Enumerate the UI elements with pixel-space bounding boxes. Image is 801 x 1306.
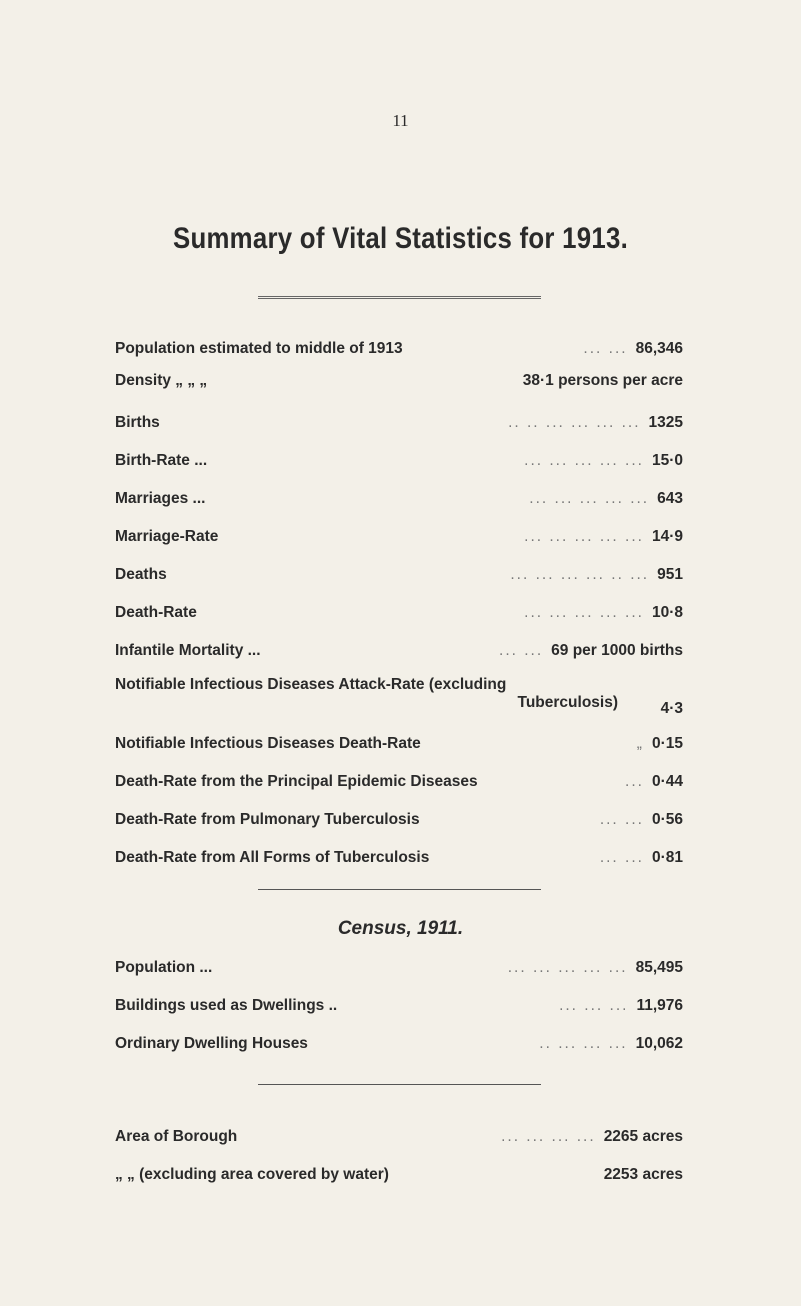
vital-stat-label: Deaths	[115, 566, 167, 583]
leader-dots: ...	[625, 773, 644, 790]
census-row	[115, 997, 683, 1021]
area-value: 2265 acres	[603, 1128, 683, 1145]
census-row	[115, 1035, 683, 1059]
leader-dots: ... ...	[583, 340, 628, 357]
rate-label: Death-Rate from the Principal Epidemic Diseases	[115, 773, 478, 790]
leader-dots: ... ... ... ... ...	[507, 959, 628, 976]
vital-stat-row	[115, 490, 683, 514]
vital-stat-row	[115, 642, 683, 666]
census-divider	[258, 889, 541, 890]
census-row	[115, 959, 683, 983]
census-label: Buildings used as Dwellings ..	[115, 997, 338, 1014]
leader-dots: ... ... ...	[559, 997, 629, 1014]
notifiable-attack-rate-row	[115, 676, 683, 717]
page-number: 11	[392, 111, 409, 130]
vital-stat-value: 14·9	[651, 528, 683, 545]
area-label: Area of Borough	[115, 1128, 238, 1145]
title-divider	[258, 296, 541, 299]
census-label: Ordinary Dwelling Houses	[115, 1035, 308, 1052]
notifiable-attack-value: 4·3	[660, 700, 683, 717]
vital-stat-value: 951	[657, 566, 683, 583]
vital-stat-value: 69 per 1000 births	[551, 642, 683, 659]
rate-row	[115, 735, 683, 759]
rate-label: Death-Rate from Pulmonary Tuberculosis	[115, 811, 420, 828]
notifiable-attack-line1: Notifiable Infectious Diseases Attack-Rate (excluding	[115, 676, 507, 693]
leader-dots: ... ... ... ... ...	[524, 604, 644, 621]
rate-label: Death-Rate from All Forms of Tuberculosis	[115, 849, 430, 866]
leader-dots: ... ... ... ... ...	[524, 452, 644, 469]
vital-stat-label: Infantile Mortality ...	[115, 642, 261, 659]
rate-row	[115, 811, 683, 835]
vital-stat-value: 1325	[648, 414, 683, 431]
leader-dots: ... ... ... ... ...	[529, 490, 650, 507]
census-value: 11,976	[636, 997, 683, 1014]
notifiable-attack-line2: Tuberculosis)	[517, 694, 618, 711]
vital-stat-value: 643	[657, 490, 683, 507]
leader-dots: .. .. ... ... ... ...	[508, 414, 641, 431]
rate-label: Notifiable Infectious Diseases Death-Rate	[115, 735, 421, 752]
leader-dots: ... ... ... ... ...	[524, 528, 644, 545]
vital-stat-label: Birth-Rate ...	[115, 452, 208, 469]
census-heading: Census, 1911.	[337, 918, 464, 939]
area-row	[115, 1128, 683, 1152]
census-label: Population ...	[115, 959, 213, 976]
area-row	[115, 1166, 683, 1190]
vital-stat-label: Population estimated to middle of 1913	[115, 340, 403, 357]
vital-stat-row	[115, 340, 683, 364]
vital-stat-value: 15·0	[651, 452, 683, 469]
vital-stat-row	[115, 528, 683, 552]
rate-value: 0·44	[651, 773, 683, 790]
vital-stat-label: Births	[115, 414, 160, 431]
vital-stat-row	[115, 414, 683, 438]
rate-value: 0·56	[651, 811, 683, 828]
rate-row	[115, 773, 683, 797]
leader-dots: ... ...	[599, 849, 644, 866]
vital-stat-row	[115, 452, 683, 476]
area-divider	[258, 1084, 541, 1085]
vital-stat-label: Marriage-Rate	[115, 528, 219, 545]
page-title: Summary of Vital Statistics for 1913.	[172, 222, 629, 255]
leader-dots: .. ... ... ...	[539, 1035, 628, 1052]
area-value: 2253 acres	[603, 1166, 683, 1183]
vital-stat-row	[115, 372, 683, 396]
vital-stat-label: Marriages ...	[115, 490, 206, 507]
census-value: 85,495	[635, 959, 683, 976]
vital-stat-row	[115, 604, 683, 628]
vital-stat-row	[115, 566, 683, 590]
vital-stat-label: Death-Rate	[115, 604, 197, 621]
vital-stat-value: 86,346	[635, 340, 683, 357]
vital-stat-value: 10·8	[651, 604, 683, 621]
leader-dots: ... ... ... ... .. ...	[510, 566, 650, 583]
vital-stat-value: 38·1 persons per acre	[522, 372, 683, 389]
census-value: 10,062	[635, 1035, 683, 1052]
leader-dots: ... ... ... ...	[501, 1128, 596, 1145]
vital-stat-label: Density „ „ „	[115, 372, 208, 389]
area-label: „ „ (excluding area covered by water)	[115, 1166, 389, 1183]
rate-row	[115, 849, 683, 873]
leader-dots: ... ...	[499, 642, 544, 659]
rate-value: 0·15	[651, 735, 683, 752]
leader-dots: „	[636, 735, 644, 752]
rate-value: 0·81	[651, 849, 683, 866]
leader-dots: ... ...	[599, 811, 644, 828]
